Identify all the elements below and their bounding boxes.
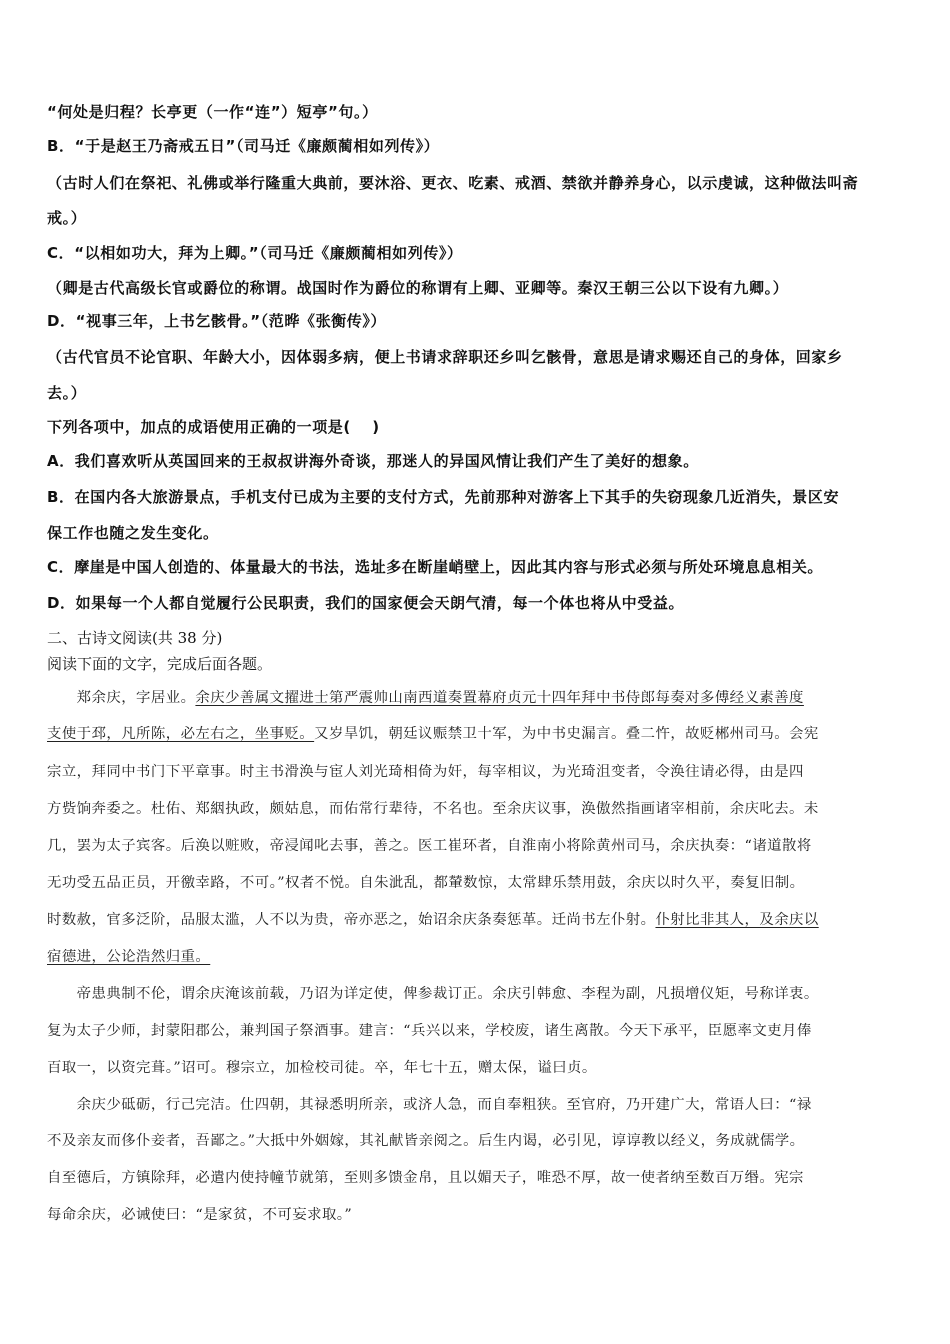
passage-line: 不及亲友而侈仆妾者，吾鄙之。”大抵中外姻嫁，其礼献皆亲阅之。后生内谒，必引见，谆谆教以经义，务成就儒学。 xyxy=(47,1133,805,1149)
option-b-note: （古时人们在祭祀、礼佛或举行隆重大典前，要沐浴、更衣、吃素、戒酒、禁欲并静养身心，以示虔诚，这种做法叫斋 xyxy=(47,174,859,192)
section-instruction: 阅读下面的文字，完成后面各题。 xyxy=(47,655,273,673)
option-b-note-cont: 戒。） xyxy=(47,209,87,227)
passage-line xyxy=(47,945,210,966)
underlined-sentence: 余庆少善属文擢进士第严震帅山南西道奏置幕府贞元十四年拜中书侍郎每奏对多傅经义素善度 xyxy=(195,690,804,706)
option-d-note-cont: 去。） xyxy=(47,384,87,402)
passage-line: 宗立，拜同中书门下平章事。时主书滑涣与宦人刘光琦相倚为奸，每宰相议，为光琦沮变者，令涣往请必得，由是四 xyxy=(47,764,804,780)
passage-line: 每命余庆，必诫使曰：“是家贫，不可妄求取。” xyxy=(47,1207,353,1223)
answer-option-b-cont: 保工作也随之发生变化。 xyxy=(47,524,219,542)
passage-line xyxy=(47,686,804,707)
passage-text: 郑余庆，字居业。 xyxy=(47,690,196,706)
passage-line: 复为太子少师，封蒙阳郡公，兼判国子祭酒事。建言：“兵兴以来，学校废，诸生离散。今天下承平，臣愿率文吏月俸 xyxy=(47,1023,812,1039)
passage-line: 帝患典制不伦，谓余庆淹该前载，乃诏为详定使，俾参裁订正。余庆引韩愈、李程为副，凡损增仪矩，号称详衷。 xyxy=(47,986,819,1002)
underlined-sentence: 仆射比非其人，及余庆以 xyxy=(655,912,819,928)
answer-option-b: B．在国内各大旅游景点，手机支付已成为主要的支付方式，先前那种对游客上下其手的失窃现象几近消失，景区安 xyxy=(47,488,840,506)
option-c: C．“以相如功大，拜为上卿。”（司马迁《廉颇蔺相如列传》） xyxy=(47,244,463,262)
passage-line: 无功受五品正员，开徼幸路，不可。”权者不悦。自朱泚乱，都輦数惊，太常肆乐禁用鼓，余庆以时久平，奏复旧制。 xyxy=(47,875,805,891)
passage-text: 时数赦，官多泛阶，品服太滥，人不以为贵，帝亦恶之，始诏余庆条奏惩革。迁尚书左仆射。 xyxy=(47,912,656,928)
underlined-sentence: 支使于邳，凡所陈，必左右之，坐事贬。 xyxy=(47,726,315,742)
passage-line xyxy=(47,722,819,743)
answer-option-d: D．如果每一个人都自觉履行公民职责，我们的国家便会天朗气清，每一个体也将从中受益。 xyxy=(47,594,685,612)
option-b: B．“于是赵王乃斋戒五日”（司马迁《廉颇蔺相如列传》） xyxy=(47,137,440,155)
passage-line: 方赀饷奔委之。杜佑、郑絪执政，颇姑息，而佑常行辈待，不名也。至余庆议事，涣傲然指画诸宰相前，余庆叱去。未 xyxy=(47,801,819,817)
underlined-sentence: 宿德进，公论浩然归重。 xyxy=(47,949,211,965)
option-c-note: （卿是古代高级长官或爵位的称谓。战国时作为爵位的称谓有上卿、亚卿等。秦汉王朝三公以下设有九卿。） xyxy=(47,279,789,297)
passage-line xyxy=(47,908,819,929)
prev-item-tail: “何处是归程？长亭更（一作“连”）短亭”句。） xyxy=(47,103,378,121)
passage-line: 余庆少砥砺，行己完洁。仕四朝，其禄悉明所亲，或济人急，而自奉粗狭。至官府，乃开建广大，常语人曰：“禄 xyxy=(47,1097,812,1113)
option-d: D．“视事三年，上书乞骸骨。”（范晔《张衡传》） xyxy=(47,312,387,330)
question-stem: 下列各项中，加点的成语使用正确的一项是( ) xyxy=(47,418,380,436)
option-d-note: （古代官员不论官职、年龄大小，因体弱多病，便上书请求辞职还乡叫乞骸骨，意思是请求赐还自己的身体，回家乡 xyxy=(47,348,843,366)
passage-text: 又岁旱饥，朝廷议赈禁卫十军，为中书史漏言。叠二忤，故贬郴州司马。会宪 xyxy=(314,726,819,742)
passage-line: 百取一，以资完葺。”诏可。穆宗立，加检校司徒。卒，年七十五，赠太保，谥曰贞。 xyxy=(47,1060,597,1076)
passage-line: 几，罢为太子宾客。后涣以赃败，帝浸闻叱去事，善之。医工崔环者，自淮南小将除黄州司马，余庆执奏：“诸道散将 xyxy=(47,838,812,854)
section-heading: 二、古诗文阅读(共 38 分) xyxy=(47,629,223,647)
passage-line: 自至德后，方镇除拜，必遣内使持幢节就第，至则多馈金帛，且以媚天子，唯恐不厚，故一使者纳至数百万缗。宪宗 xyxy=(47,1170,804,1186)
answer-option-c: C．摩崖是中国人创造的、体量最大的书法，选址多在断崖峭壁上，因此其内容与形式必须与所处环境息息相关。 xyxy=(47,558,824,576)
answer-option-a: A．我们喜欢听从英国回来的王叔叔讲海外奇谈，那迷人的异国风情让我们产生了美好的想象。 xyxy=(47,452,699,470)
